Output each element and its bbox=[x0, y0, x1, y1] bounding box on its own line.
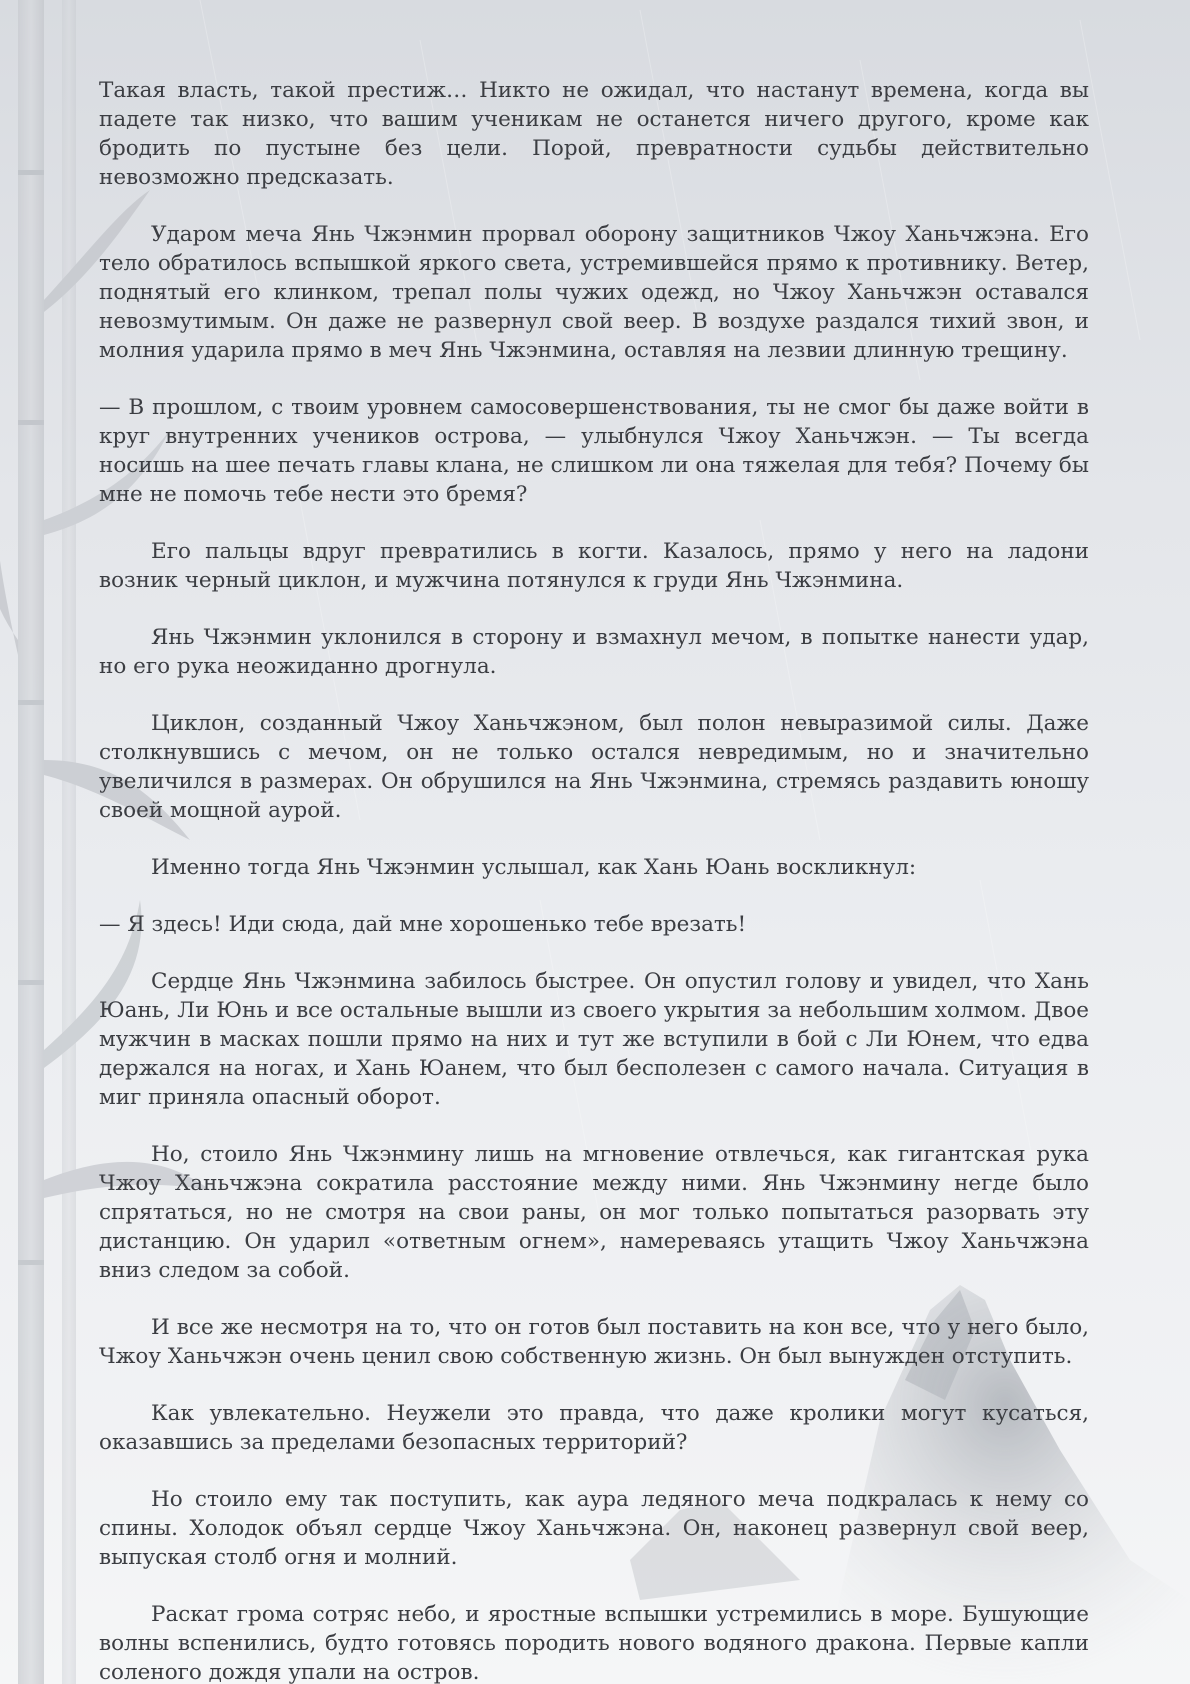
paragraph: Но стоило ему так поступить, как аура ледяного меча подкралась к нему со спины. Холодок объял сердце Чжоу Ханьчжэна. Он, наконец развернул свой веер, выпуская столб огня и молний. bbox=[99, 1487, 1089, 1570]
paragraph: Янь Чжэнмин уклонился в сторону и взмахнул мечом, в попытке нанести удар, но его рука неожиданно дрогнула. bbox=[99, 625, 1089, 679]
paragraph: Как увлекательно. Неужели это правда, что даже кролики могут кусаться, оказавшись за пределами безопасных территорий? bbox=[99, 1401, 1089, 1455]
paragraph: Но, стоило Янь Чжэнмину лишь на мгновение отвлечься, как гигантская рука Чжоу Ханьчжэна сократила расстояние между ними. Янь Чжэнмину негде было спрятаться, но не смотря на свои раны, он мог только попытаться разорвать эту дистанцию. Он ударил «ответным огнем», намереваясь утащить Чжоу Ханьчжэна вниз следом за собой. bbox=[99, 1142, 1089, 1283]
paragraph: Раскат грома сотряс небо, и яростные вспышки устремились в море. Бушующие волны вспенились, будто готовясь породить нового водяного дракона. Первые капли соленого дождя упали на остров. bbox=[99, 1602, 1089, 1684]
paragraph: И все же несмотря на то, что он готов был поставить на кон все, что у него было, Чжоу Ханьчжэн очень ценил свою собственную жизнь. Он был вынужден отступить. bbox=[99, 1315, 1089, 1369]
paragraph: Такая власть, такой престиж… Никто не ожидал, что настанут времена, когда вы падете так низко, что вашим ученикам не останется ничего другого, кроме как бродить по пустыне без цели. Порой, превратности судьбы действительно невозможно предсказать. bbox=[99, 78, 1089, 190]
paragraph: Ударом меча Янь Чжэнмин прорвал оборону защитников Чжоу Ханьчжэна. Его тело обратилось вспышкой яркого света, устремившейся прямо к противнику. Ветер, поднятый его клинком, трепал полы чужих одежд, но Чжоу Ханьчжэн оставался невозмутимым. Он даже не развернул свой веер. В воздухе раздался тихий звон, и молния ударила прямо в меч Янь Чжэнмина, оставляя на лезвии длинную трещину. bbox=[99, 222, 1089, 363]
paragraph: Его пальцы вдруг превратились в когти. Казалось, прямо у него на ладони возник черный циклон, и мужчина потянулся к груди Янь Чжэнмина. bbox=[99, 539, 1089, 593]
chapter-text bbox=[99, 76, 1089, 1684]
dialogue-paragraph: — Я здесь! Иди сюда, дай мне хорошенько тебе врезать! bbox=[99, 912, 747, 937]
paragraph: Циклон, созданный Чжоу Ханьчжэном, был полон невыразимой силы. Даже столкнувшись с мечом, он не только остался невредимым, но и значительно увеличился в размерах. Он обрушился на Янь Чжэнмина, стремясь раздавить юношу своей мощной аурой. bbox=[99, 711, 1089, 823]
dialogue-paragraph: — В прошлом, с твоим уровнем самосовершенствования, ты не смог бы даже войти в круг внутренних учеников острова, — улыбнулся Чжоу Ханьчжэн. — Ты всегда носишь на шее печать главы клана, не слишком ли она тяжелая для тебя? Почему бы мне не помочь тебе нести это бремя? bbox=[99, 395, 1089, 507]
paragraph: Сердце Янь Чжэнмина забилось быстрее. Он опустил голову и увидел, что Хань Юань, Ли Юнь и все остальные вышли из своего укрытия за небольшим холмом. Двое мужчин в масках пошли прямо на них и тут же вступили в бой с Ли Юнем, что едва держался на ногах, и Хань Юанем, что был бесполезен с самого начала. Ситуация в миг приняла опасный оборот. bbox=[99, 969, 1089, 1110]
paragraph: Именно тогда Янь Чжэнмин услышал, как Хань Юань воскликнул: bbox=[151, 855, 917, 880]
